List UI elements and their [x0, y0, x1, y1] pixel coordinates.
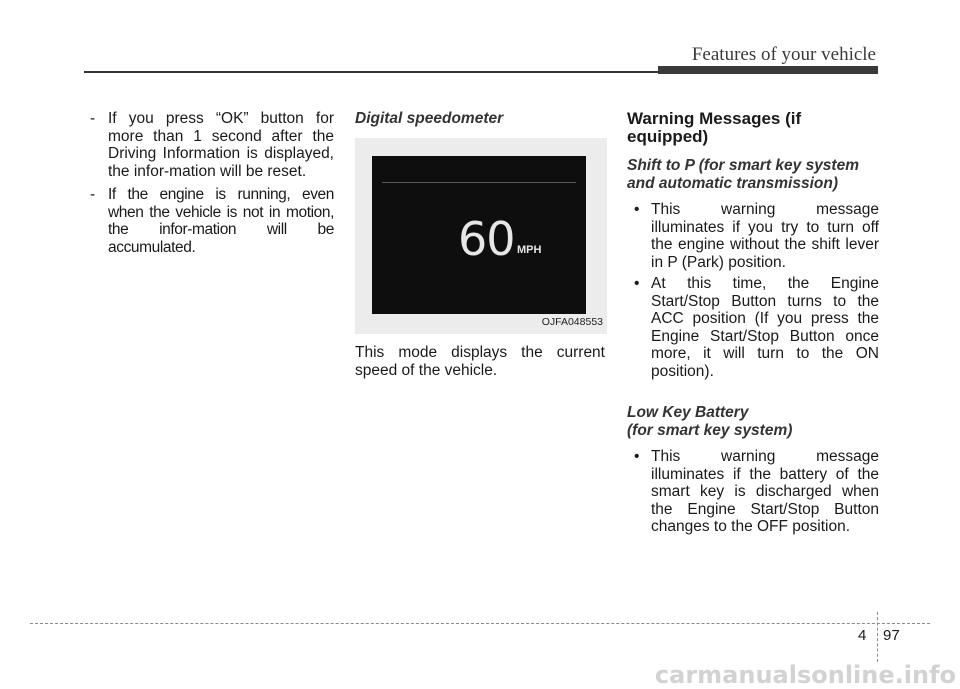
page-number: 97 [883, 627, 900, 644]
list-item [627, 275, 879, 380]
watermark: carmanualsonline.info [654, 661, 956, 689]
bullet-marker: • [634, 275, 640, 292]
figure-code: OJFA048553 [541, 315, 603, 328]
dash-marker: - [90, 110, 96, 127]
subsection-heading-line: and automatic transmission) [627, 175, 839, 192]
column-middle [355, 110, 605, 379]
list-item [627, 201, 879, 271]
bullet-marker: • [634, 201, 640, 218]
chapter-number: 4 [858, 627, 867, 644]
header-rule-accent [658, 66, 878, 74]
list-item-text: This warning message illuminates if you try to turn off the engine without the shift lever in P (Park) position. [651, 201, 879, 271]
list-item [84, 186, 334, 256]
list-item-text: If you press “OK” button for more than 1 second after the Driving Information is displayed, the infor-mation will be reset. [108, 110, 334, 180]
subsection-heading [627, 404, 879, 440]
list-item-text: If the engine is running, even when the vehicle is not in motion, the infor-mation will be accumulated. [108, 186, 334, 256]
subsection-heading: Digital speedometer [355, 110, 504, 127]
running-header: Features of your vehicle [691, 44, 876, 65]
subsection-heading-line: (for smart key system) [627, 422, 793, 439]
subsection-heading-line: Low Key Battery [627, 404, 749, 421]
list-item-text: This warning message illuminates if the battery of the smart key is discharged when the Engine Start/Stop Button changes to the OFF position. [651, 448, 879, 535]
speed-unit: MPH [517, 244, 542, 256]
list-item [84, 110, 334, 180]
display-divider [382, 182, 576, 183]
bullet-marker: • [634, 448, 640, 465]
footer-rule [30, 623, 930, 624]
spacer [627, 384, 879, 404]
speedometer-figure [355, 138, 607, 334]
cluster-display [372, 156, 586, 314]
subsection-heading-line: Shift to P (for smart key system [627, 157, 859, 174]
subsection-heading [627, 157, 879, 193]
column-left [84, 110, 334, 262]
column-right [627, 110, 879, 540]
section-title: Warning Messages (if equipped) [627, 109, 802, 146]
footer-divider [877, 612, 878, 662]
body-paragraph: This mode displays the current speed of the vehicle. [355, 344, 605, 379]
list-item-text: At this time, the Engine Start/Stop Button turns to the ACC position (If you press the Engine Start/Stop Button once more, it will turn to the ON position). [651, 275, 879, 380]
speed-value: 60 [458, 212, 515, 266]
dash-marker: - [90, 186, 95, 203]
list-item [627, 448, 879, 536]
